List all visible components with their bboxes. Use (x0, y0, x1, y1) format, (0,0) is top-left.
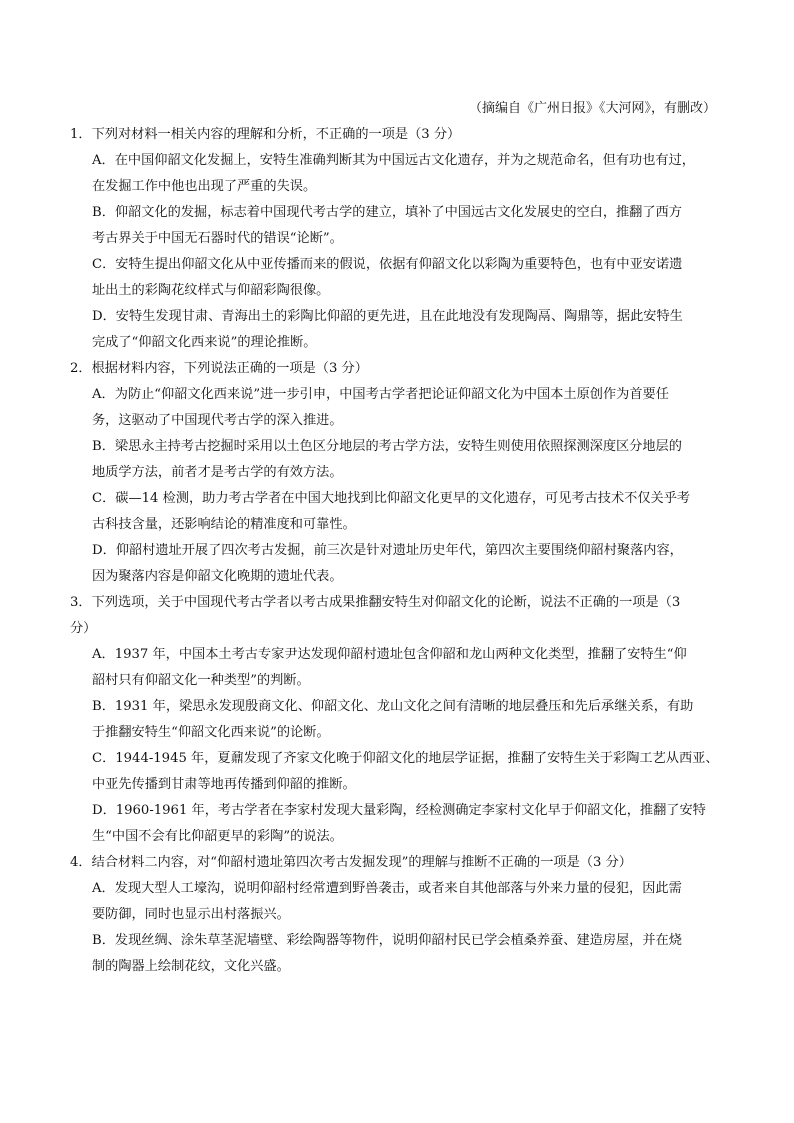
option-line: 古科技含量，还影响结论的精准度和可靠性。 (92, 517, 356, 532)
option-c (70, 252, 730, 304)
option-d (70, 798, 730, 850)
option-c (70, 486, 730, 538)
option-line: 考古界关于中国无石器时代的错误“论断”。 (92, 231, 343, 246)
option-line: 生“中国不会有比仰韶更早的彩陶”的说法。 (92, 829, 343, 844)
option-line: 址出土的彩陶花纹样式与仰韶彩陶很像。 (92, 283, 330, 298)
option-line: B．1931 年，梁思永发现殷商文化、仰韶文化、龙山文化之间有清晰的地层叠压和先后承继关系，有助 (92, 699, 694, 714)
option-line: C．1944-1945 年，夏鼐发现了齐家文化晚于仰韶文化的地层学证据，推翻了安特生关于彩陶工艺从西亚、 (92, 751, 719, 766)
question-1 (70, 122, 730, 356)
option-line: A．在中国仰韶文化发掘上，安特生准确判断其为中国远古文化遗存，并为之规范命名，但有功也有过， (92, 153, 695, 168)
option-c (70, 746, 730, 798)
option-line: C．安特生提出仰韶文化从中亚传播而来的假说，依据有仰韶文化以彩陶为重要特色，也有中亚安诺遗 (92, 257, 683, 272)
option-line: A．1937 年，中国本土考古专家尹达发现仰韶村遗址包含仰韶和龙山两种文化类型，推翻了安特生“仰 (92, 647, 687, 662)
option-d (70, 538, 730, 590)
option-a (70, 382, 730, 434)
question-stem (70, 356, 730, 382)
stem-line: 2．根据材料内容，下列说法正确的一项是（3 分） (70, 361, 368, 376)
option-b (70, 928, 730, 980)
option-line: 韶村只有仰韶文化一种类型”的判断。 (92, 673, 310, 688)
option-line: D．仰韶村遗址开展了四次考古发掘，前三次是针对遗址历史年代，第四次主要围绕仰韶村聚落内容， (92, 543, 683, 558)
option-line: 在发掘工作中他也出现了严重的失误。 (92, 179, 317, 194)
question-stem (70, 850, 730, 876)
option-line: 地质学方法，前者才是考古学的有效方法。 (92, 465, 343, 480)
option-line: A．为防止“仰韶文化西来说”进一步引申，中国考古学者把论证仰韶文化为中国本土原创作为首要任 (92, 387, 669, 402)
option-d (70, 304, 730, 356)
source-citation: （摘编自《广州日报》《大河网》，有删改） (468, 101, 716, 116)
question-stem (70, 122, 730, 148)
option-line: 要防御，同时也显示出村落振兴。 (92, 907, 290, 922)
option-line: 务，这驱动了中国现代考古学的深入推进。 (92, 413, 343, 428)
option-line: 完成了“仰韶文化西来说”的理论推断。 (92, 335, 317, 350)
option-line: D．1960-1961 年，考古学者在李家村发现大量彩陶，经检测确定李家村文化早于仰韶文化，推翻了安特 (92, 803, 706, 818)
option-line: 制的陶器上绘制花纹，文化兴盛。 (92, 959, 290, 974)
question-stem (70, 590, 730, 642)
option-line: 中亚先传播到甘肃等地再传播到仰韶的推断。 (92, 777, 356, 792)
option-line: B．梁思永主持考古挖掘时采用以土色区分地层的考古学方法，安特生则使用依照探测深度区分地层的 (92, 439, 682, 454)
option-a (70, 642, 730, 694)
option-b (70, 434, 730, 486)
option-a (70, 148, 730, 200)
option-line: C．碳—14 检测，助力考古学者在中国大地找到比仰韶文化更早的文化遗存，可见考古技术不仅关乎考 (92, 491, 691, 506)
option-line: B．发现丝绸、涂朱草茎泥墙壁、彩绘陶器等物件，说明仰韶村民已学会植桑养蚕、建造房屋，并在烧 (92, 933, 682, 948)
question-3 (70, 590, 730, 850)
stem-line: 3．下列选项，关于中国现代考古学者以考古成果推翻安特生对仰韶文化的论断，说法不正确的一项是（3 (70, 595, 681, 610)
stem-line: 4．结合材料二内容，对“仰韶村遗址第四次考古发掘发现”的理解与推断不正确的一项是（3 分） (70, 855, 632, 870)
stem-line: 1．下列对材料一相关内容的理解和分析，不正确的一项是（3 分） (70, 127, 461, 142)
option-line: A．发现大型人工壕沟，说明仰韶村经常遭到野兽袭击，或者来自其他部落与外来力量的侵犯，因此需 (92, 881, 682, 896)
question-4 (70, 850, 730, 980)
option-a (70, 876, 730, 928)
option-b (70, 200, 730, 252)
option-b (70, 694, 730, 746)
option-line: 因为聚落内容是仰韶文化晚期的遗址代表。 (92, 569, 343, 584)
question-list (70, 122, 730, 980)
option-line: D．安特生发现甘肃、青海出土的彩陶比仰韶的更先进，且在此地没有发现陶鬲、陶鼎等，据此安特生 (92, 309, 683, 324)
option-line: B．仰韶文化的发掘，标志着中国现代考古学的建立，填补了中国远古文化发展史的空白，推翻了西方 (92, 205, 682, 220)
question-2 (70, 356, 730, 590)
option-line: 于推翻安特生“仰韶文化西来说”的论断。 (92, 725, 330, 740)
stem-line: 分） (70, 621, 97, 636)
